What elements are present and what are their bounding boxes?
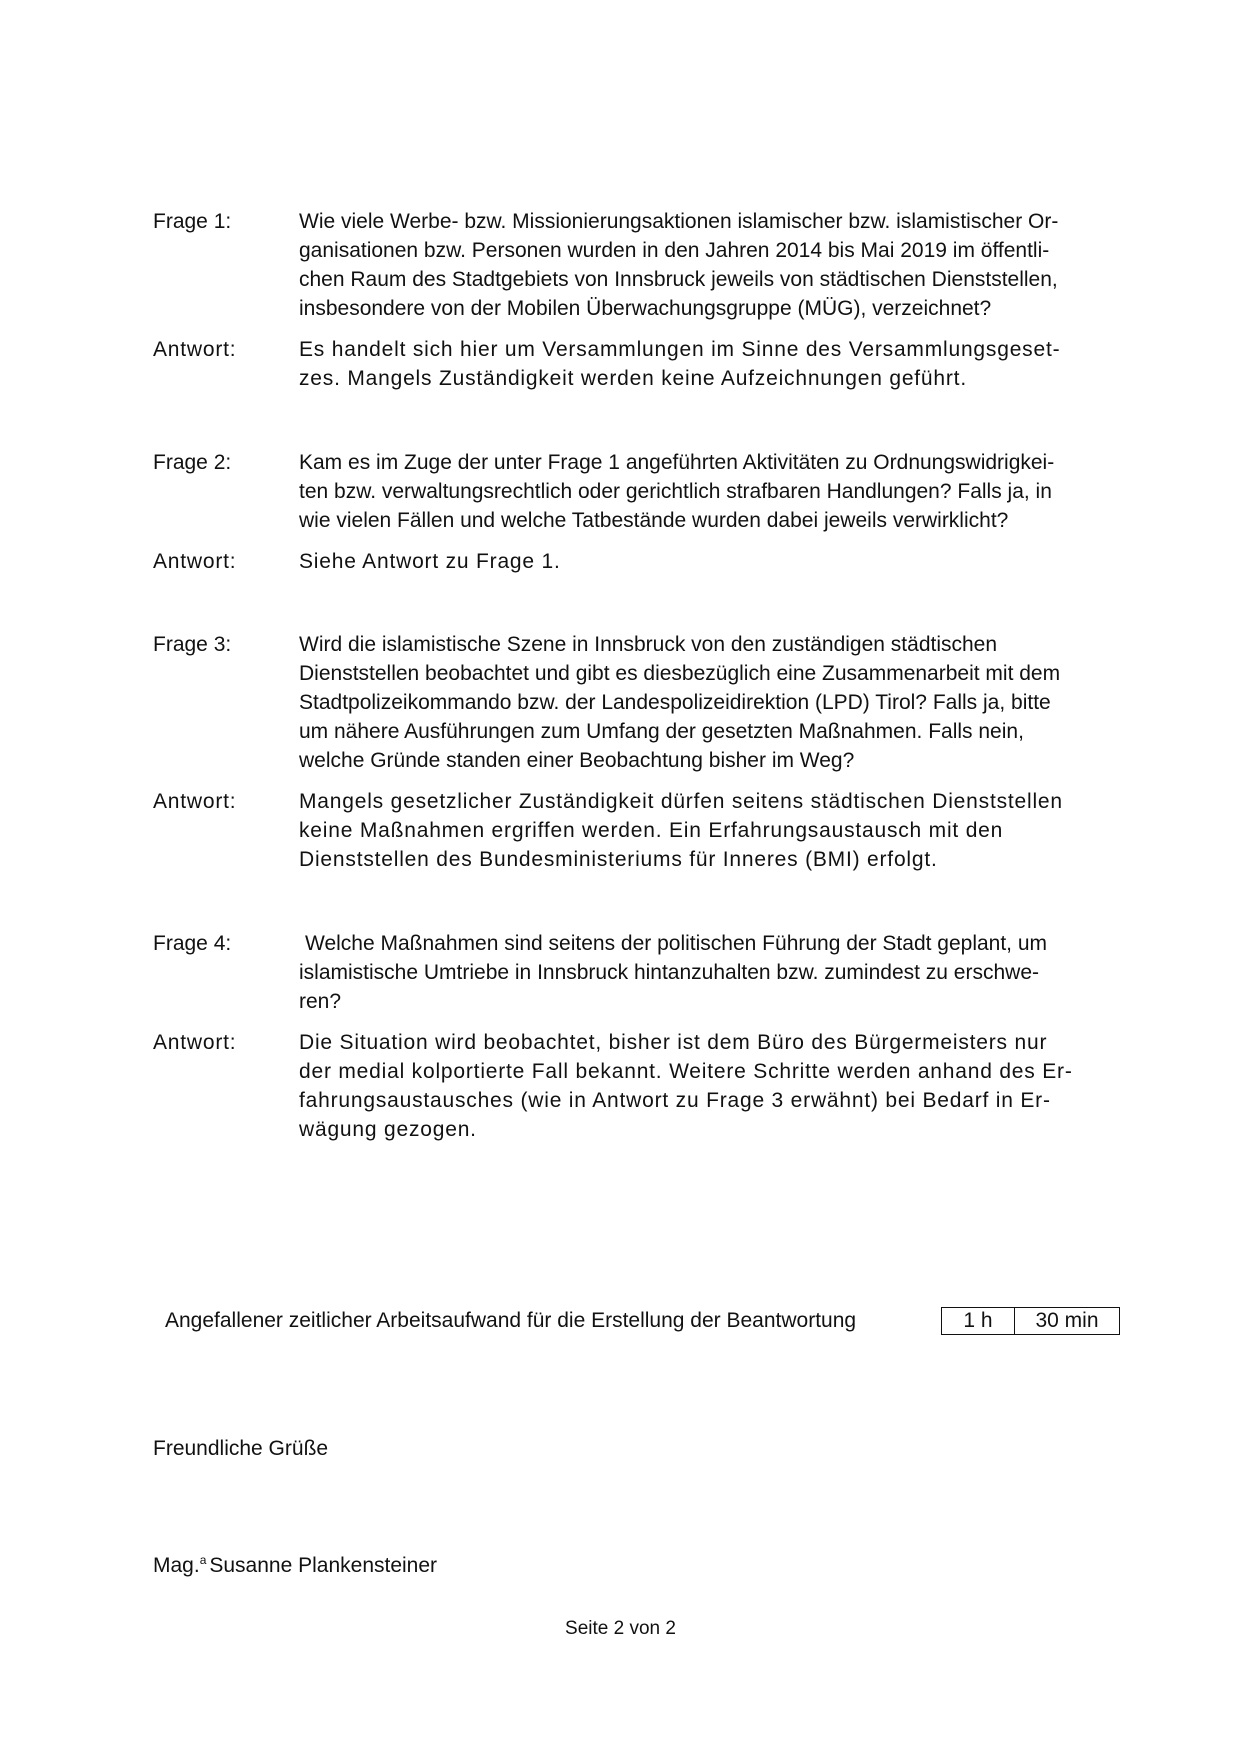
text-line: Die Situation wird beobachtet, bisher ist dem Büro des Bürgermeisters nur (299, 1031, 1048, 1054)
qa-item-1 (153, 207, 1133, 393)
text-line: wägung gezogen. (299, 1118, 477, 1141)
question-text (299, 207, 1133, 323)
qa-item-4 (153, 929, 1133, 1144)
question-1 (153, 207, 1133, 323)
text-line: Dienststellen des Bundesministeriums für Inneres (BMI) erfolgt. (299, 848, 938, 871)
qa-item-2 (153, 448, 1133, 576)
text-line: welche Gründe standen einer Beobachtung bisher im Weg? (299, 749, 855, 772)
text-line: Welche Maßnahmen sind seitens der politischen Führung der Stadt geplant, um (305, 932, 1048, 955)
text-line: fahrungsaustausches (wie in Antwort zu Frage 3 erwähnt) bei Bedarf in Er- (299, 1089, 1051, 1112)
text-line: Es handelt sich hier um Versammlungen im Sinne des Versammlungsgeset- (299, 338, 1061, 361)
text-line: insbesondere von der Mobilen Überwachungsgruppe (MÜG), verzeichnet? (299, 297, 992, 320)
text-line: um nähere Ausführungen zum Umfang der gesetzten Maßnahmen. Falls nein, (299, 720, 1024, 743)
text-line: chen Raum des Stadtgebiets von Innsbruck jeweils von städtischen Dienststellen, (299, 268, 1058, 291)
text-line: Dienststellen beobachtet und gibt es diesbezüglich eine Zusammenarbeit mit dem (299, 662, 1061, 685)
text-line: Mangels gesetzlicher Zuständigkeit dürfen seitens städtischen Dienststellen (299, 790, 1063, 813)
answer-text (299, 1028, 1133, 1144)
answer-label: Antwort: (153, 790, 237, 813)
text-line: keine Maßnahmen ergriffen werden. Ein Erfahrungsaustausch mit den (299, 819, 1004, 842)
text-line: ganisationen bzw. Personen wurden in den Jahren 2014 bis Mai 2019 im öffentli- (299, 239, 1050, 262)
signature (153, 1546, 437, 1580)
text-line: der medial kolportierte Fall bekannt. Weitere Schritte werden anhand des Er- (299, 1060, 1073, 1083)
answer-label: Antwort: (153, 1031, 237, 1054)
answer-label: Antwort: (153, 550, 237, 573)
text-line: Wird die islamistische Szene in Innsbruck von den zuständigen städtischen (299, 633, 998, 656)
question-text (299, 929, 1133, 1016)
answer-label: Antwort: (153, 338, 237, 361)
question-label: Frage 4: (153, 932, 232, 955)
text-line: wie vielen Fällen und welche Tatbestände wurden dabei jeweils verwirklicht? (299, 509, 1009, 532)
text-line: Wie viele Werbe- bzw. Missionierungsaktionen islamischer bzw. islamistischer Or- (299, 210, 1059, 233)
effort-label: Angefallener zeitlicher Arbeitsaufwand für die Erstellung der Beantwortung (165, 1309, 857, 1332)
page-number: Seite 2 von 2 (565, 1618, 676, 1639)
answer-text (299, 335, 1133, 393)
effort-box (941, 1307, 1120, 1335)
answer-2 (153, 547, 1133, 576)
signer-name: Susanne Plankensteiner (209, 1554, 438, 1577)
effort-row (165, 1306, 1145, 1336)
qa-item-3 (153, 630, 1133, 874)
question-label: Frage 1: (153, 210, 232, 233)
effort-hours: 1 h (942, 1308, 1015, 1334)
text-line: ten bzw. verwaltungsrechtlich oder gerichtlich strafbaren Handlungen? Falls ja, in (299, 480, 1052, 503)
title-prefix: Mag. (153, 1554, 200, 1577)
answer-3 (153, 787, 1133, 874)
text-line: Siehe Antwort zu Frage 1. (299, 550, 561, 573)
answer-4 (153, 1028, 1133, 1144)
question-3 (153, 630, 1133, 775)
greeting: Freundliche Grüße (153, 1437, 329, 1460)
text-line: zes. Mangels Zuständigkeit werden keine Aufzeichnungen geführt. (299, 367, 967, 390)
answer-1 (153, 335, 1133, 393)
question-text (299, 630, 1133, 775)
question-text (299, 448, 1133, 535)
effort-minutes: 30 min (1035, 1309, 1099, 1332)
question-2 (153, 448, 1133, 535)
answer-text (299, 547, 1133, 576)
text-line: ren? (299, 990, 342, 1013)
text-line: islamistische Umtriebe in Innsbruck hintanzuhalten bzw. zumindest zu erschwe- (299, 961, 1039, 984)
question-label: Frage 2: (153, 451, 232, 474)
text-line: Kam es im Zuge der unter Frage 1 angeführten Aktivitäten zu Ordnungswidrigkei- (299, 451, 1055, 474)
title-superscript: a (199, 1553, 207, 1567)
question-4 (153, 929, 1133, 1016)
answer-text (299, 787, 1133, 874)
text-line: Stadtpolizeikommando bzw. der Landespolizeidirektion (LPD) Tirol? Falls ja, bitte (299, 691, 1051, 714)
question-label: Frage 3: (153, 633, 232, 656)
